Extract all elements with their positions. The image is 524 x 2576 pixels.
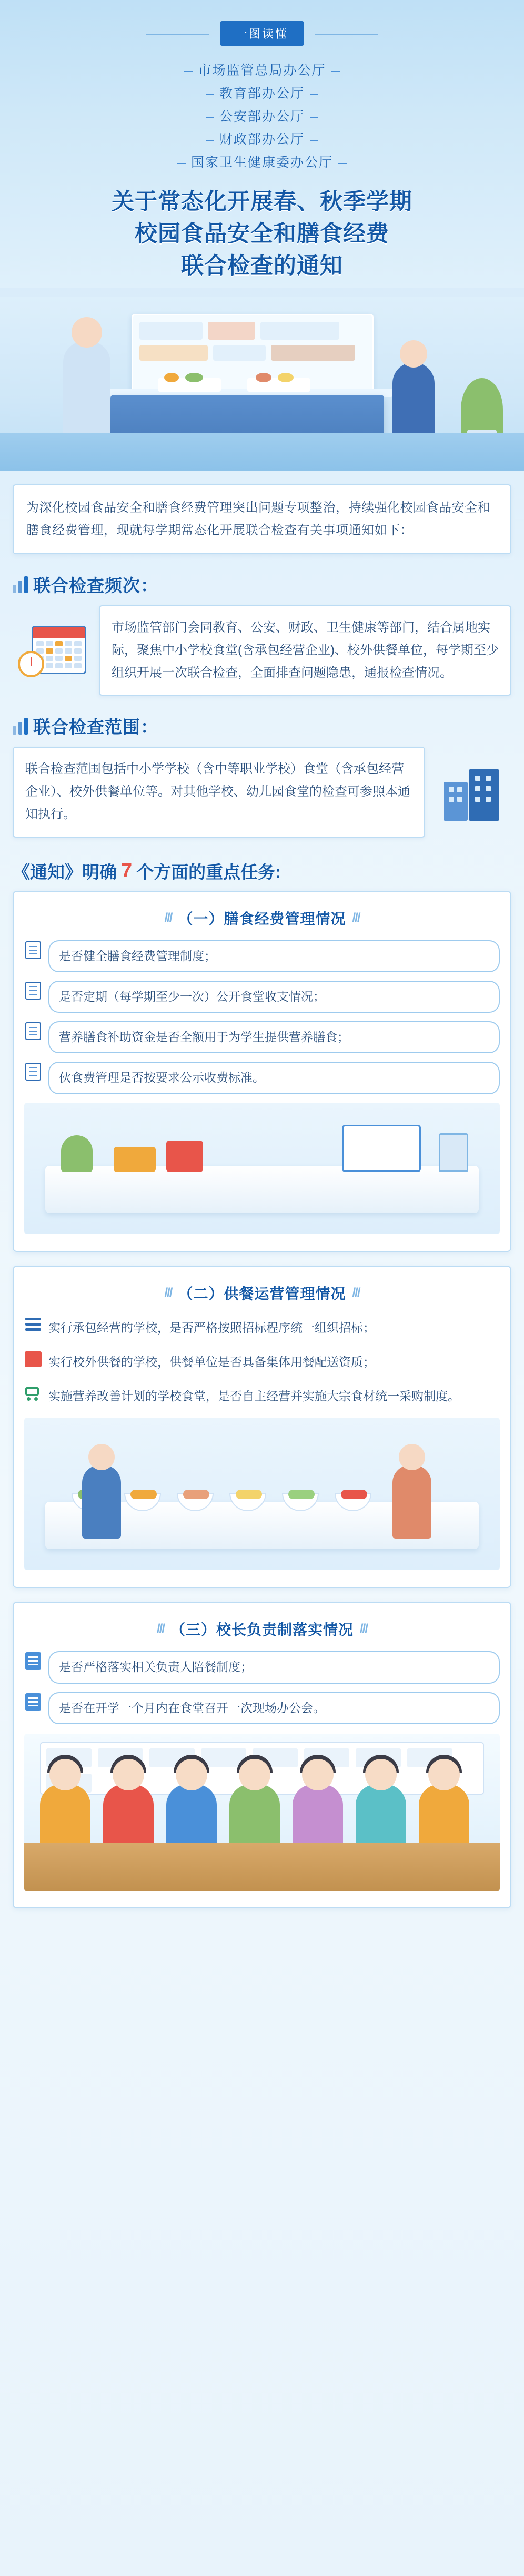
desk-supplies-illustration [24,1103,500,1234]
intro-paragraph: 为深化校园食品安全和膳食经费管理突出问题专项整治，持续强化校园食品安全和膳食经费管理，现就每学期常态化开展联合检查有关事项通知如下： [13,484,511,554]
page-title-line-1: 关于常态化开展春、秋季学期 [112,189,412,215]
task-1-item-1 [24,981,500,1013]
hero-illustration [0,297,524,471]
content-area [0,484,524,1945]
task-1-item-2-text: 营养膳食补助资金是否全额用于为学生提供营养膳食； [48,1021,500,1053]
calendar-clock-icon [18,623,86,678]
window [486,776,491,781]
task-3-item-0 [24,1651,500,1683]
person-staff [63,341,110,441]
tasks-heading-number: 7 [121,859,133,882]
page-title-line-2: 校园食品安全和膳食经费 [135,221,389,247]
dining-table [24,1843,500,1891]
task-1-item-0-text: 是否健全膳食经费管理制度； [48,940,500,972]
task-1-title-row [24,908,500,929]
tasks-heading [13,859,511,883]
task-2-item-1-text: 实行校外供餐的学校，供餐单位是否具备集体用餐配送资质； [48,1355,375,1369]
food-item [185,373,203,382]
icon-box [432,747,511,837]
window [475,776,480,781]
page-title [0,186,524,282]
task-3-item-1-text: 是否在开学一个月内在食堂召开一次现场办公会。 [48,1692,500,1724]
org-item-4: 国家卫生健康委办公厅 [177,151,347,175]
slash-decoration: /// [352,1285,360,1300]
person-chef [82,1465,121,1539]
bars-icon [13,576,28,593]
task-card-1 [13,891,511,1252]
section-heading-scope [13,714,511,738]
task-2-title-row [24,1282,500,1304]
org-item-3: 财政部办公厅 [206,128,318,151]
page-title-line-3: 联合检查的通知 [181,253,343,279]
page-header [0,0,524,288]
student [40,1784,90,1847]
food-tray [158,378,221,392]
person-head [400,340,427,368]
task-2-item-1 [24,1349,500,1375]
section-frequency [13,605,511,696]
window [449,797,454,802]
blue-dash-icon [24,1652,42,1670]
slash-decoration: /// [164,910,172,925]
building-left [444,782,468,821]
box-icon [24,1350,42,1368]
task-2-title: （二）供餐运营管理情况 [178,1285,346,1302]
slash-decoration: /// [164,1285,172,1300]
task-1-item-2 [24,1021,500,1053]
poster-placeholder [271,345,355,361]
food-tray [247,378,310,392]
food-box [114,1147,156,1172]
person-inspector [392,362,435,441]
list-icon [24,1316,42,1334]
window [457,787,462,792]
task-3-item-0-text: 是否严格落实相关负责人陪餐制度； [48,1651,500,1683]
section-title: 联合检查频次： [33,576,158,596]
building-right [469,769,499,821]
student [229,1784,280,1847]
building-icon [438,764,506,821]
plant-icon [61,1135,93,1172]
slash-decoration: /// [352,910,360,925]
poster-placeholder [208,322,255,340]
poster-placeholder [139,345,208,361]
task-1-item-1-text: 是否定期（每学期至少一次）公开食堂收支情况； [48,981,500,1013]
doc-icon [24,1063,42,1081]
poster-placeholder [213,345,266,361]
window [457,797,462,802]
section-title: 联合检查范围： [33,717,158,737]
window [486,797,491,802]
footer-space [13,1908,511,1924]
blue-dash-icon [24,1693,42,1711]
section-heading-frequency [13,572,511,597]
badge-wrap [220,21,304,46]
tasks-heading-prefix: 《通知》明确 [13,862,117,882]
student [356,1784,406,1847]
notebook-icon [439,1133,468,1172]
slash-decoration: /// [360,1622,368,1636]
lunch-box [166,1141,203,1172]
icon-box [13,605,92,696]
laptop-icon [342,1125,421,1172]
window [475,797,480,802]
task-1-title: （一）膳食经费管理情况 [178,910,346,927]
person-server [392,1465,431,1539]
doc-icon [24,982,42,1000]
task-card-2 [13,1266,511,1589]
task-1-item-0 [24,940,500,972]
section-scope [13,747,511,837]
task-card-3 [13,1602,511,1908]
students-dining-illustration [24,1734,500,1891]
section-scope-text: 联合检查范围包括中小学学校（含中等职业学校）食堂（含承包经营企业）、校外供餐单位等。对其他学校、幼儿园食堂的检查可参照本通知执行。 [13,747,425,837]
task-2-item-0 [24,1315,500,1341]
food-item [256,373,271,382]
read-in-one-image-badge: 一图读懂 [220,21,304,46]
doc-icon [24,941,42,959]
task-3-title: （三）校长负责制落实情况 [170,1622,354,1638]
org-item-2: 公安部办公厅 [206,106,318,129]
org-item-0: 市场监管总局办公厅 [184,59,339,83]
poster-placeholder [260,322,339,340]
org-item-1: 教育部办公厅 [206,83,318,106]
window [449,787,454,792]
desk [45,1166,479,1213]
food-item [278,373,294,382]
task-3-title-row [24,1618,500,1640]
bars-icon [13,718,28,735]
task-1-item-3-text: 伙食费管理是否按要求公示收费标准。 [48,1062,500,1094]
issuing-organizations [0,59,524,175]
task-1-item-3 [24,1062,500,1094]
window [475,786,480,791]
poster-placeholder [139,322,203,340]
calendar-header [33,627,85,638]
task-3-item-1 [24,1692,500,1724]
student [103,1784,154,1847]
task-2-item-0-text: 实行承包经营的学校，是否严格按照招标程序统一组织招标； [48,1320,375,1335]
doc-icon [24,1022,42,1040]
person-head [72,317,102,348]
student [293,1784,343,1847]
floor [0,433,524,471]
task-2-item-2-text: 实施营养改善计划的学校食堂，是否自主经营并实施大宗食材统一采购制度。 [48,1389,460,1403]
canteen-serving-illustration [24,1418,500,1570]
student [166,1784,217,1847]
slash-decoration: /// [156,1622,164,1636]
food-item [164,373,179,382]
tasks-heading-suffix: 个方面的重点任务: [136,862,281,882]
task-2-item-2 [24,1383,500,1409]
window [486,786,491,791]
cart-icon [24,1384,42,1402]
section-frequency-text: 市场监管部门会同教育、公安、财政、卫生健康等部门，结合属地实际，聚焦中小学校食堂(含承包经营企业)、校外供餐单位，每学期至少组织开展一次联合检查，全面排查问题隐患，通报检查情况。 [99,605,511,696]
student [419,1784,469,1847]
